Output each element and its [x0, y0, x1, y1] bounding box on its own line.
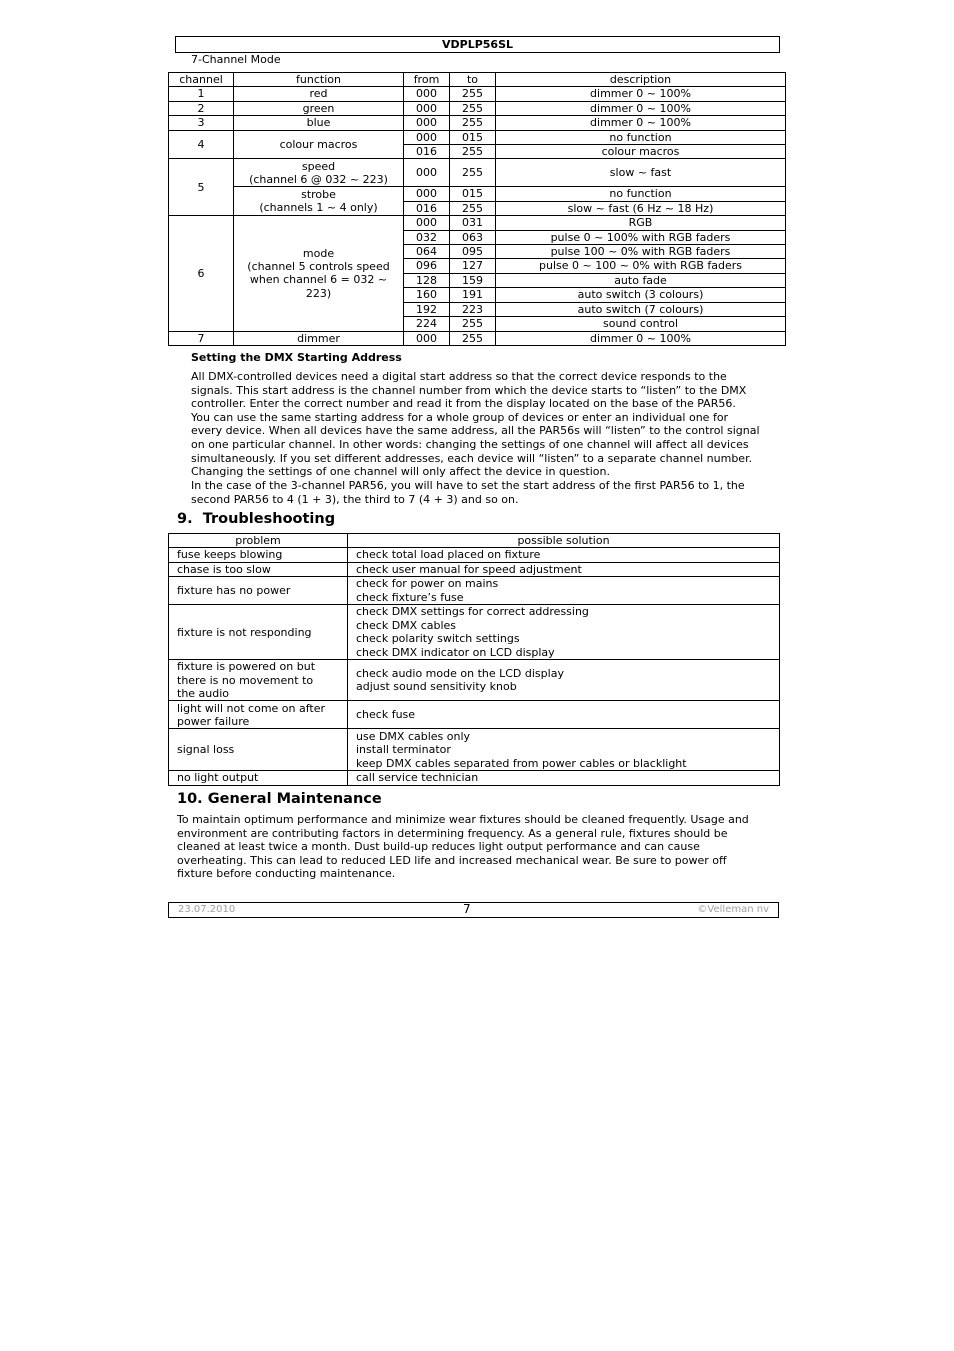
from-cell: 000: [404, 187, 450, 201]
channel-cell: 1: [169, 87, 234, 101]
solution-line: check DMX settings for correct addressing: [356, 605, 589, 619]
table-row: [169, 116, 786, 130]
text-line: signals. This start address is the channel number from which the device starts to “listen” to the DMX: [191, 383, 747, 397]
function-line: strobe: [301, 187, 336, 201]
dmx-section-paragraph: [191, 370, 781, 479]
table-header-row: [169, 534, 780, 548]
to-cell: 255: [450, 331, 496, 345]
from-cell: 000: [404, 130, 450, 144]
from-cell: 064: [404, 245, 450, 259]
problem-line: no light output: [177, 771, 259, 785]
table-row: [169, 187, 786, 201]
to-cell: 255: [450, 145, 496, 159]
maintenance-heading: 10. General Maintenance: [177, 791, 382, 807]
table-row: [169, 216, 786, 230]
from-cell: 128: [404, 273, 450, 287]
channel-cell: 7: [169, 331, 234, 345]
channel-cell: 3: [169, 116, 234, 130]
channel-cell: 2: [169, 101, 234, 115]
solution-line: check user manual for speed adjustment: [356, 562, 582, 576]
solution-cell: [348, 771, 780, 785]
solution-line: check fixture’s fuse: [356, 590, 464, 604]
solution-line: check total load placed on fixture: [356, 548, 541, 562]
table-row: [169, 130, 786, 144]
function-cell: green: [234, 101, 404, 115]
column-header: possible solution: [348, 534, 780, 548]
solution-cell: [348, 562, 780, 576]
channel-cell: 6: [169, 216, 234, 331]
description-cell: no function: [496, 187, 786, 201]
troubleshooting-table: [168, 533, 780, 786]
solution-line: check fuse: [356, 708, 416, 722]
from-cell: 224: [404, 317, 450, 331]
solution-line: use DMX cables only: [356, 729, 471, 743]
solution-cell: [348, 660, 780, 701]
description-cell: colour macros: [496, 145, 786, 159]
description-cell: pulse 0 ~ 100 ~ 0% with RGB faders: [496, 259, 786, 273]
table-row: [169, 562, 780, 576]
text-line: All DMX-controlled devices need a digital start address so that the correct device responds to the: [191, 370, 727, 383]
description-cell: auto fade: [496, 273, 786, 287]
problem-line: the audio: [177, 687, 230, 701]
text-line: fixture before conducting maintenance.: [177, 867, 396, 881]
function-cell: blue: [234, 116, 404, 130]
function-cell: red: [234, 87, 404, 101]
description-cell: no function: [496, 130, 786, 144]
dmx-section-paragraph-2: [191, 479, 781, 506]
solution-cell: [348, 605, 780, 660]
problem-cell: [169, 577, 348, 605]
table-row: [169, 87, 786, 101]
column-header: from: [404, 73, 450, 87]
function-cell: [234, 216, 404, 331]
description-cell: pulse 0 ~ 100% with RGB faders: [496, 230, 786, 244]
solution-line: check DMX indicator on LCD display: [356, 645, 555, 659]
from-cell: 016: [404, 145, 450, 159]
problem-cell: [169, 605, 348, 660]
to-cell: 127: [450, 259, 496, 273]
text-line: You can use the same starting address for a whole group of devices or enter an individual one for: [191, 410, 729, 424]
problem-line: fixture is powered on but: [177, 660, 316, 674]
description-cell: RGB: [496, 216, 786, 230]
page-number: 7: [463, 902, 471, 916]
solution-line: install terminator: [356, 743, 451, 757]
solution-cell: [348, 701, 780, 729]
channel-cell: 5: [169, 159, 234, 216]
from-cell: 192: [404, 302, 450, 316]
problem-line: fixture is not responding: [177, 625, 312, 639]
problem-line: there is no movement to: [177, 673, 314, 687]
description-cell: dimmer 0 ~ 100%: [496, 87, 786, 101]
channel-cell: 4: [169, 130, 234, 159]
solution-line: check polarity switch settings: [356, 632, 520, 646]
from-cell: 032: [404, 230, 450, 244]
function-line: mode: [302, 246, 335, 260]
to-cell: 255: [450, 159, 496, 187]
function-line: 223): [305, 286, 332, 300]
to-cell: 255: [450, 201, 496, 215]
table-header-row: [169, 73, 786, 87]
solution-line: adjust sound sensitivity knob: [356, 680, 517, 694]
table-row: [169, 159, 786, 187]
from-cell: 000: [404, 159, 450, 187]
text-line: environment are contributing factors in determining frequency. As a general rule, fixtures should be: [177, 826, 728, 840]
maintenance-paragraph: [177, 813, 772, 881]
solution-cell: [348, 577, 780, 605]
table-row: [169, 331, 786, 345]
to-cell: 095: [450, 245, 496, 259]
description-cell: slow ~ fast: [496, 159, 786, 187]
solution-cell: [348, 548, 780, 562]
to-cell: 015: [450, 130, 496, 144]
solution-line: check DMX cables: [356, 618, 457, 632]
to-cell: 255: [450, 317, 496, 331]
solution-line: check for power on mains: [356, 577, 499, 591]
footer-copyright: ©Velleman nv: [697, 904, 769, 915]
description-cell: dimmer 0 ~ 100%: [496, 116, 786, 130]
from-cell: 000: [404, 87, 450, 101]
to-cell: 255: [450, 116, 496, 130]
problem-cell: [169, 548, 348, 562]
description-cell: pulse 100 ~ 0% with RGB faders: [496, 245, 786, 259]
description-cell: auto switch (7 colours): [496, 302, 786, 316]
troubleshooting-heading: 9. Troubleshooting: [177, 511, 336, 527]
table-row: [169, 605, 780, 660]
problem-cell: [169, 660, 348, 701]
dmx-section-heading: Setting the DMX Starting Address: [191, 351, 402, 364]
from-cell: 000: [404, 331, 450, 345]
text-line: controller. Enter the correct number and read it from the display located on the base of the PAR56.: [191, 397, 736, 411]
problem-cell: [169, 729, 348, 771]
table-row: [169, 548, 780, 562]
function-line: (channel 6 @ 032 ~ 223): [249, 172, 388, 186]
description-cell: auto switch (3 colours): [496, 288, 786, 302]
function-line: when channel 6 = 032 ~: [249, 273, 388, 287]
function-line: (channels 1 ~ 4 only): [259, 201, 378, 215]
description-cell: sound control: [496, 317, 786, 331]
mode-title: 7-Channel Mode: [191, 53, 281, 66]
description-cell: dimmer 0 ~ 100%: [496, 331, 786, 345]
from-cell: 160: [404, 288, 450, 302]
to-cell: 159: [450, 273, 496, 287]
problem-cell: [169, 771, 348, 785]
table-row: [169, 101, 786, 115]
text-line: on one particular channel. In other words: changing the settings of one channel will affect all devices: [191, 437, 749, 451]
problem-cell: [169, 701, 348, 729]
description-cell: dimmer 0 ~ 100%: [496, 101, 786, 115]
text-line: In the case of the 3-channel PAR56, you will have to set the start address of the first PAR56 to 1, the: [191, 479, 745, 492]
page-footer: [168, 902, 779, 918]
function-cell: [234, 187, 404, 216]
problem-cell: [169, 562, 348, 576]
text-line: simultaneously. If you set different addresses, each device will “listen” to a separate channel number.: [191, 451, 753, 465]
problem-line: fuse keeps blowing: [177, 548, 283, 562]
text-line: overheating. This can lead to reduced LED life and increased mechanical wear. Be sure to power off: [177, 853, 727, 867]
function-cell: dimmer: [234, 331, 404, 345]
text-line: cleaned at least twice a month. Dust build-up reduces light output performance and can cause: [177, 840, 700, 854]
to-cell: 191: [450, 288, 496, 302]
problem-line: fixture has no power: [177, 584, 291, 598]
solution-line: call service technician: [356, 771, 479, 785]
from-cell: 000: [404, 116, 450, 130]
column-header: description: [496, 73, 786, 87]
problem-line: signal loss: [177, 743, 235, 757]
from-cell: 016: [404, 201, 450, 215]
text-line: every device. When all devices have the same address, all the PAR56s will “listen” to the control signal: [191, 424, 760, 438]
solution-cell: [348, 729, 780, 771]
function-line: (channel 5 controls speed: [247, 259, 390, 273]
table-row: [169, 701, 780, 729]
table-row: [169, 660, 780, 701]
text-line: second PAR56 to 4 (1 + 3), the third to 7 (4 + 3) and so on.: [191, 492, 519, 506]
problem-line: chase is too slow: [177, 562, 271, 576]
function-line: speed: [301, 159, 336, 173]
dmx-channel-table: [168, 72, 786, 346]
solution-line: check audio mode on the LCD display: [356, 666, 564, 680]
from-cell: 000: [404, 101, 450, 115]
to-cell: 255: [450, 101, 496, 115]
footer-date: 23.07.2010: [178, 904, 236, 915]
text-line: To maintain optimum performance and minimize wear fixtures should be cleaned frequently. Usage and: [177, 813, 749, 826]
column-header: to: [450, 73, 496, 87]
column-header: problem: [169, 534, 348, 548]
to-cell: 031: [450, 216, 496, 230]
problem-line: power failure: [177, 714, 250, 728]
function-cell: colour macros: [234, 130, 404, 159]
table-row: [169, 577, 780, 605]
to-cell: 223: [450, 302, 496, 316]
function-cell: [234, 159, 404, 187]
from-cell: 000: [404, 216, 450, 230]
to-cell: 063: [450, 230, 496, 244]
to-cell: 255: [450, 87, 496, 101]
document-header: VDPLP56SL: [175, 36, 780, 53]
text-line: Changing the settings of one channel will only affect the device in question.: [191, 465, 610, 479]
from-cell: 096: [404, 259, 450, 273]
table-row: [169, 771, 780, 785]
solution-line: keep DMX cables separated from power cables or blacklight: [356, 756, 687, 770]
description-cell: slow ~ fast (6 Hz ~ 18 Hz): [496, 201, 786, 215]
problem-line: light will not come on after: [177, 701, 326, 715]
to-cell: 015: [450, 187, 496, 201]
column-header: function: [234, 73, 404, 87]
column-header: channel: [169, 73, 234, 87]
table-row: [169, 729, 780, 771]
